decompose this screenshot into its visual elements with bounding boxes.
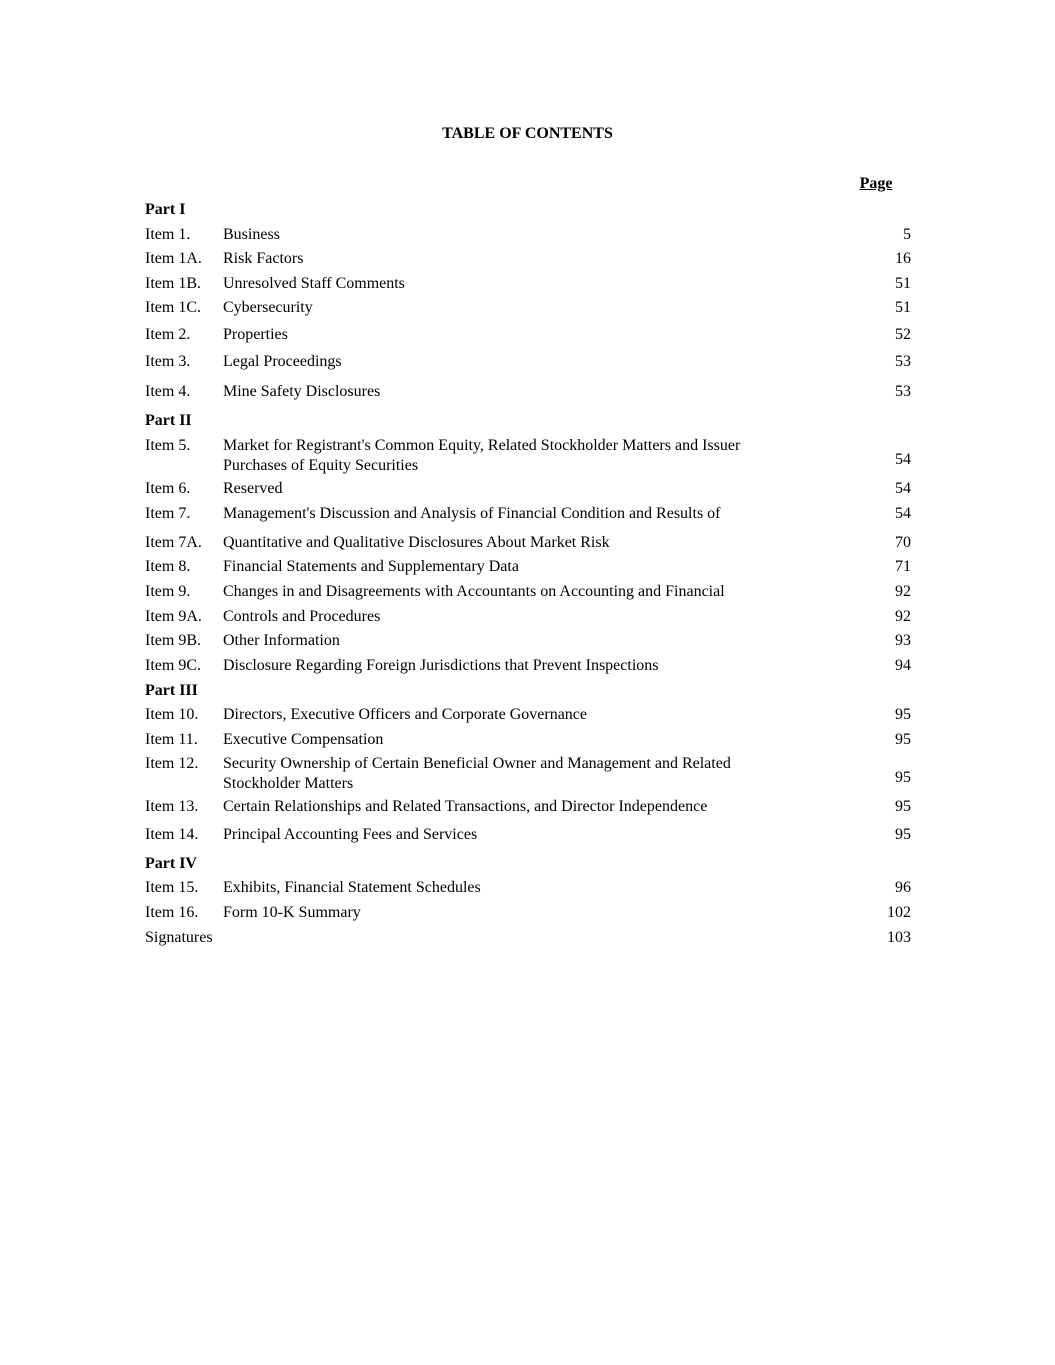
item-page: 51 (895, 299, 911, 316)
item-page: 94 (895, 657, 911, 674)
item-title: Unresolved Staff Comments (223, 275, 405, 292)
toc-row-item-7[interactable] (145, 505, 911, 525)
item-title: Quantitative and Qualitative Disclosures About Market Risk (223, 534, 610, 551)
item-title: Directors, Executive Officers and Corporate Governance (223, 706, 587, 723)
part-heading-2: Part II (145, 412, 192, 429)
toc-row-item-9[interactable] (145, 583, 911, 603)
toc-row-item-16[interactable] (145, 904, 911, 924)
item-number: Item 12. (145, 755, 199, 772)
item-page: 71 (895, 558, 911, 575)
item-title: Risk Factors (223, 250, 304, 267)
part-heading-1: Part I (145, 201, 186, 218)
item-title: Form 10-K Summary (223, 904, 361, 921)
item-number: Item 9A. (145, 608, 202, 625)
item-title: Disclosure Regarding Foreign Jurisdictions that Prevent Inspections (223, 657, 659, 674)
item-number: Item 13. (145, 798, 199, 815)
item-page: 16 (895, 250, 911, 267)
toc-row-item-7a[interactable] (145, 534, 911, 554)
toc-row-item-6[interactable] (145, 480, 911, 500)
item-title: Controls and Procedures (223, 608, 381, 625)
toc-row-item-3[interactable] (145, 353, 911, 373)
toc-row-item-5[interactable] (145, 437, 911, 477)
item-number: Item 3. (145, 353, 191, 370)
toc-row-item-9b[interactable] (145, 632, 911, 652)
item-page: 54 (895, 505, 911, 522)
toc-row-item-10[interactable] (145, 706, 911, 726)
item-number: Item 9C. (145, 657, 201, 674)
item-page: 92 (895, 583, 911, 600)
item-page: 93 (895, 632, 911, 649)
item-page: 95 (895, 769, 911, 786)
item-number: Item 14. (145, 826, 199, 843)
item-page: 95 (895, 798, 911, 815)
item-title: Market for Registrant's Common Equity, Related Stockholder Matters and Issuer (223, 437, 741, 454)
item-title: Exhibits, Financial Statement Schedules (223, 879, 481, 896)
item-page: 53 (895, 353, 911, 370)
toc-row-item-2[interactable] (145, 326, 911, 346)
item-number: Item 1. (145, 226, 191, 243)
toc-row-item-14[interactable] (145, 826, 911, 846)
toc-row-item-1b[interactable] (145, 275, 911, 295)
toc-row-item-4[interactable] (145, 383, 911, 403)
toc-row-item-9c[interactable] (145, 657, 911, 677)
item-number: Item 1C. (145, 299, 201, 316)
item-page: 54 (895, 480, 911, 497)
part-heading-3: Part III (145, 682, 198, 699)
item-number: Item 9. (145, 583, 191, 600)
item-page: 95 (895, 706, 911, 723)
item-number: Item 5. (145, 437, 191, 454)
item-number: Item 1A. (145, 250, 202, 267)
item-number: Item 10. (145, 706, 199, 723)
toc-row-item-12[interactable] (145, 755, 911, 795)
item-title: Executive Compensation (223, 731, 384, 748)
item-page: 103 (887, 929, 911, 946)
item-page: 5 (903, 226, 911, 243)
item-number: Item 15. (145, 879, 199, 896)
item-number: Item 2. (145, 326, 191, 343)
item-title: Other Information (223, 632, 340, 649)
item-title: Legal Proceedings (223, 353, 342, 370)
toc-row-item-1a[interactable] (145, 250, 911, 270)
page-title: TABLE OF CONTENTS (442, 125, 613, 142)
toc-row-signatures[interactable] (145, 929, 911, 949)
item-page: 70 (895, 534, 911, 551)
item-page: 95 (895, 731, 911, 748)
item-page: 95 (895, 826, 911, 843)
item-title: Reserved (223, 480, 283, 497)
toc-row-item-15[interactable] (145, 879, 911, 899)
item-page: 54 (895, 451, 911, 468)
toc-row-item-1c[interactable] (145, 299, 911, 319)
item-title: Properties (223, 326, 288, 343)
toc-row-item-8[interactable] (145, 558, 911, 578)
item-number: Item 9B. (145, 632, 201, 649)
item-page: 52 (895, 326, 911, 343)
item-number: Item 4. (145, 383, 191, 400)
toc-row-item-13[interactable] (145, 798, 911, 818)
item-title: Business (223, 226, 280, 243)
item-title: Changes in and Disagreements with Accountants on Accounting and Financial (223, 583, 725, 600)
item-number: Item 7. (145, 505, 191, 522)
page-column-header: Page (859, 175, 893, 192)
item-number: Item 1B. (145, 275, 201, 292)
item-title: Management's Discussion and Analysis of Financial Condition and Results of (223, 505, 721, 522)
signatures-label: Signatures (145, 929, 213, 946)
item-number: Item 7A. (145, 534, 202, 551)
toc-row-item-9a[interactable] (145, 608, 911, 628)
item-title-continued: Purchases of Equity Securities (223, 457, 419, 474)
item-title-continued: Stockholder Matters (223, 775, 354, 792)
item-title: Financial Statements and Supplementary Data (223, 558, 519, 575)
item-title: Security Ownership of Certain Beneficial Owner and Management and Related (223, 755, 731, 772)
item-page: 92 (895, 608, 911, 625)
item-title: Mine Safety Disclosures (223, 383, 381, 400)
item-title: Principal Accounting Fees and Services (223, 826, 478, 843)
item-number: Item 16. (145, 904, 199, 921)
toc-row-item-1[interactable] (145, 226, 911, 246)
item-title: Cybersecurity (223, 299, 313, 316)
item-number: Item 8. (145, 558, 191, 575)
item-title: Certain Relationships and Related Transactions, and Director Independence (223, 798, 708, 815)
item-page: 53 (895, 383, 911, 400)
item-number: Item 11. (145, 731, 198, 748)
item-page: 102 (887, 904, 911, 921)
part-heading-4: Part IV (145, 855, 197, 872)
item-page: 51 (895, 275, 911, 292)
item-page: 96 (895, 879, 911, 896)
toc-row-item-11[interactable] (145, 731, 911, 751)
item-number: Item 6. (145, 480, 191, 497)
